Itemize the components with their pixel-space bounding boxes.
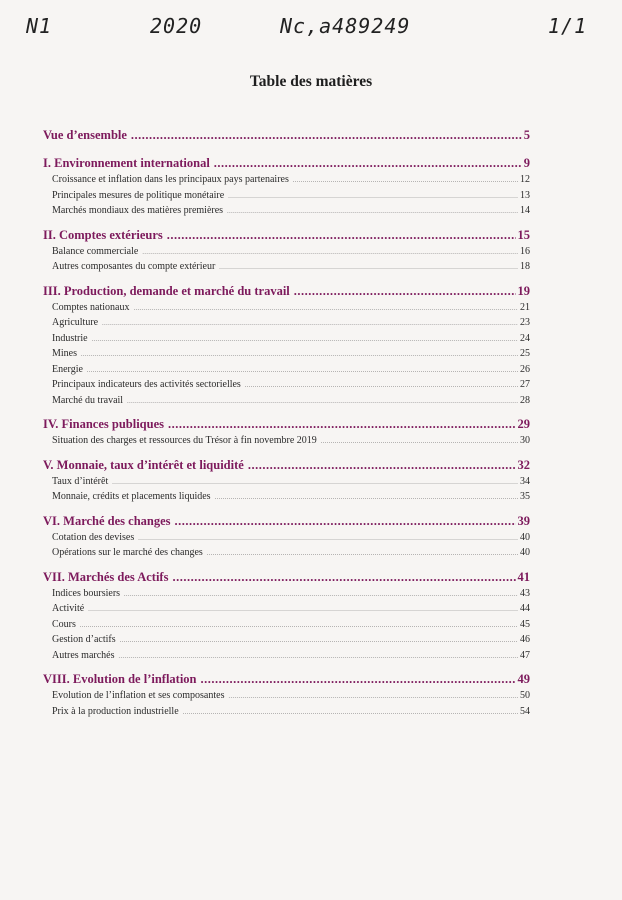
toc-entry-label: Industrie bbox=[52, 332, 88, 344]
toc-heading[interactable] bbox=[43, 156, 530, 174]
toc-entry-page: 13 bbox=[520, 189, 530, 201]
toc-heading-page: 19 bbox=[517, 283, 530, 298]
page-title: Table des matières bbox=[249, 73, 373, 90]
toc-leader-dots bbox=[138, 536, 518, 542]
toc-entry-label: Mines bbox=[52, 348, 77, 359]
toc-entry-label: Autres composantes du compte extérieur bbox=[52, 261, 216, 272]
toc-entry-label: Opérations sur le marché des changes bbox=[52, 547, 203, 558]
toc-entry[interactable] bbox=[52, 547, 530, 563]
toc-entry-page: 44 bbox=[520, 603, 530, 614]
toc-entry[interactable] bbox=[52, 690, 530, 706]
toc-entry-label: Evolution de l’inflation et ses composantes bbox=[52, 690, 225, 701]
toc-entry-page: 35 bbox=[520, 491, 530, 502]
toc-leader-dots bbox=[88, 607, 518, 613]
annotation-reference: Nc,a489249 bbox=[280, 14, 411, 38]
toc-entry-page: 46 bbox=[520, 634, 530, 645]
toc-leader-dots bbox=[168, 417, 516, 432]
toc-entry-page: 40 bbox=[520, 547, 530, 558]
toc-entry-label: Cotation des devises bbox=[52, 531, 135, 543]
toc-heading-page: 9 bbox=[523, 156, 530, 170]
toc-entry[interactable] bbox=[52, 348, 530, 364]
toc-leader-dots bbox=[201, 672, 516, 687]
toc-heading[interactable] bbox=[43, 514, 530, 532]
toc-section bbox=[0, 284, 622, 411]
toc-entry[interactable] bbox=[52, 435, 530, 451]
toc-heading-page: 29 bbox=[517, 417, 530, 431]
toc-leader-dots bbox=[214, 156, 522, 171]
toc-heading[interactable] bbox=[43, 570, 530, 588]
toc-heading-label: IV. Finances publiques bbox=[43, 417, 164, 431]
toc-entry-page: 14 bbox=[520, 205, 530, 216]
annotation-left: N1 bbox=[26, 14, 53, 38]
toc-leader-dots bbox=[131, 128, 522, 143]
toc-leader-dots bbox=[245, 383, 518, 389]
toc-heading-page: 15 bbox=[517, 227, 530, 242]
toc-entry[interactable] bbox=[52, 532, 530, 548]
toc-leader-dots bbox=[215, 495, 518, 501]
toc-entry-label: Balance commerciale bbox=[52, 245, 139, 257]
toc-entry[interactable] bbox=[52, 364, 530, 380]
toc-section bbox=[0, 458, 622, 507]
toc-heading-page: 32 bbox=[517, 457, 530, 472]
toc-entry[interactable] bbox=[52, 603, 530, 619]
toc-section bbox=[0, 514, 622, 563]
toc-leader-dots bbox=[167, 228, 516, 243]
toc-entry[interactable] bbox=[52, 261, 530, 277]
toc-entry-page: 21 bbox=[520, 301, 530, 313]
toc-entry[interactable] bbox=[52, 317, 530, 333]
toc-entry[interactable] bbox=[52, 491, 530, 507]
toc-entry-page: 16 bbox=[520, 245, 530, 257]
toc-entry-label: Taux d’intérêt bbox=[52, 475, 109, 487]
toc-leader-dots bbox=[175, 514, 516, 529]
toc-leader-dots bbox=[120, 638, 518, 644]
toc-entry-label: Gestion d’actifs bbox=[52, 634, 116, 645]
toc-entry-page: 25 bbox=[520, 348, 530, 359]
toc-leader-dots bbox=[134, 306, 519, 312]
toc-leader-dots bbox=[92, 337, 518, 343]
toc-entry-label: Indices boursiers bbox=[52, 587, 121, 599]
toc-heading[interactable] bbox=[43, 228, 530, 246]
toc-leader-dots bbox=[207, 551, 518, 557]
toc-entry-label: Activité bbox=[52, 603, 85, 614]
toc-entry-page: 43 bbox=[520, 587, 530, 599]
toc-heading[interactable] bbox=[43, 672, 530, 690]
toc-entry-page: 12 bbox=[520, 174, 530, 185]
toc-entry[interactable] bbox=[52, 588, 530, 604]
toc-entry-label: Energie bbox=[52, 363, 83, 375]
toc-heading-label: VI. Marché des changes bbox=[43, 513, 171, 528]
handwritten-annotations bbox=[0, 14, 622, 44]
toc-leader-dots bbox=[228, 194, 518, 200]
table-of-contents bbox=[0, 128, 622, 725]
toc-leader-dots bbox=[80, 623, 518, 629]
toc-entry-label: Monnaie, crédits et placements liquides bbox=[52, 491, 211, 502]
toc-leader-dots bbox=[118, 654, 518, 660]
toc-heading-page: 5 bbox=[523, 128, 530, 142]
toc-entry-label: Principaux indicateurs des activités sectorielles bbox=[52, 379, 241, 390]
toc-entry[interactable] bbox=[52, 302, 530, 318]
toc-leader-dots bbox=[228, 694, 518, 700]
toc-leader-dots bbox=[112, 480, 518, 486]
toc-leader-dots bbox=[172, 570, 515, 585]
toc-leader-dots bbox=[227, 209, 518, 215]
toc-section bbox=[0, 156, 622, 221]
toc-entry[interactable] bbox=[52, 379, 530, 395]
toc-leader-dots bbox=[293, 178, 518, 184]
toc-heading-page: 49 bbox=[517, 672, 530, 686]
toc-entry[interactable] bbox=[52, 650, 530, 666]
toc-entry-label: Cours bbox=[52, 618, 76, 630]
toc-entry-page: 24 bbox=[520, 332, 530, 344]
toc-entry-page: 47 bbox=[520, 649, 530, 661]
toc-leader-dots bbox=[102, 321, 518, 327]
toc-entry-page: 26 bbox=[520, 363, 530, 375]
toc-entry-label: Agriculture bbox=[52, 317, 99, 328]
toc-entry-label: Croissance et inflation dans les principaux pays partenaires bbox=[52, 174, 289, 185]
toc-entry[interactable] bbox=[52, 619, 530, 635]
toc-leader-dots bbox=[219, 265, 518, 271]
toc-heading[interactable] bbox=[43, 284, 530, 302]
toc-entry-page: 27 bbox=[520, 379, 530, 390]
toc-entry[interactable] bbox=[52, 333, 530, 349]
toc-section bbox=[0, 570, 622, 666]
toc-entry[interactable] bbox=[52, 174, 530, 190]
annotation-pages: 1/1 bbox=[548, 14, 588, 38]
toc-leader-dots bbox=[87, 368, 518, 374]
toc-entry-page: 40 bbox=[520, 531, 530, 543]
toc-leader-dots bbox=[183, 710, 518, 716]
toc-leader-dots bbox=[81, 352, 518, 358]
toc-entry[interactable] bbox=[52, 706, 530, 722]
toc-heading-label: Vue d’ensemble bbox=[43, 128, 127, 142]
toc-entry-page: 23 bbox=[520, 317, 530, 328]
toc-entry-label: Comptes nationaux bbox=[52, 301, 130, 313]
toc-heading-label: VII. Marchés des Actifs bbox=[43, 569, 169, 584]
toc-heading-page: 41 bbox=[517, 569, 530, 584]
toc-entry-page: 50 bbox=[520, 690, 530, 701]
toc-heading[interactable] bbox=[43, 128, 530, 146]
toc-entry-label: Principales mesures de politique monétaire bbox=[52, 189, 225, 201]
toc-heading-page: 39 bbox=[517, 513, 530, 528]
toc-entry-label: Autres marchés bbox=[52, 649, 115, 661]
toc-entry-label: Situation des charges et ressources du Trésor à fin novembre 2019 bbox=[52, 435, 317, 446]
toc-leader-dots bbox=[321, 439, 518, 445]
toc-entry-page: 28 bbox=[520, 394, 530, 406]
toc-heading-label: I. Environnement international bbox=[43, 156, 210, 170]
toc-entry[interactable] bbox=[52, 476, 530, 492]
toc-section bbox=[0, 228, 622, 277]
toc-leader-dots bbox=[294, 284, 516, 299]
toc-heading-label: II. Comptes extérieurs bbox=[43, 227, 163, 242]
toc-leader-dots bbox=[142, 250, 518, 256]
toc-section bbox=[0, 417, 622, 451]
toc-entry-page: 30 bbox=[520, 435, 530, 446]
toc-heading[interactable] bbox=[43, 458, 530, 476]
toc-entry-page: 45 bbox=[520, 618, 530, 630]
toc-entry[interactable] bbox=[52, 395, 530, 411]
toc-entry-page: 18 bbox=[520, 261, 530, 272]
toc-heading-label: V. Monnaie, taux d’intérêt et liquidité bbox=[43, 457, 244, 472]
toc-entry[interactable] bbox=[52, 205, 530, 221]
toc-entry[interactable] bbox=[52, 246, 530, 262]
toc-heading-label: III. Production, demande et marché du travail bbox=[43, 283, 290, 298]
toc-entry-label: Prix à la production industrielle bbox=[52, 705, 179, 717]
toc-entry-label: Marché du travail bbox=[52, 394, 124, 406]
toc-entry-page: 54 bbox=[520, 705, 530, 717]
toc-leader-dots bbox=[127, 399, 518, 405]
toc-entry-page: 34 bbox=[520, 475, 530, 487]
toc-heading-label: VIII. Evolution de l’inflation bbox=[43, 672, 197, 686]
toc-heading[interactable] bbox=[43, 417, 530, 435]
toc-section bbox=[0, 672, 622, 721]
toc-leader-dots bbox=[248, 458, 516, 473]
toc-entry[interactable] bbox=[52, 190, 530, 206]
toc-leader-dots bbox=[124, 592, 518, 598]
toc-section bbox=[0, 128, 622, 146]
toc-entry[interactable] bbox=[52, 634, 530, 650]
toc-entry-label: Marchés mondiaux des matières premières bbox=[52, 205, 224, 216]
annotation-year: 2020 bbox=[150, 14, 203, 38]
